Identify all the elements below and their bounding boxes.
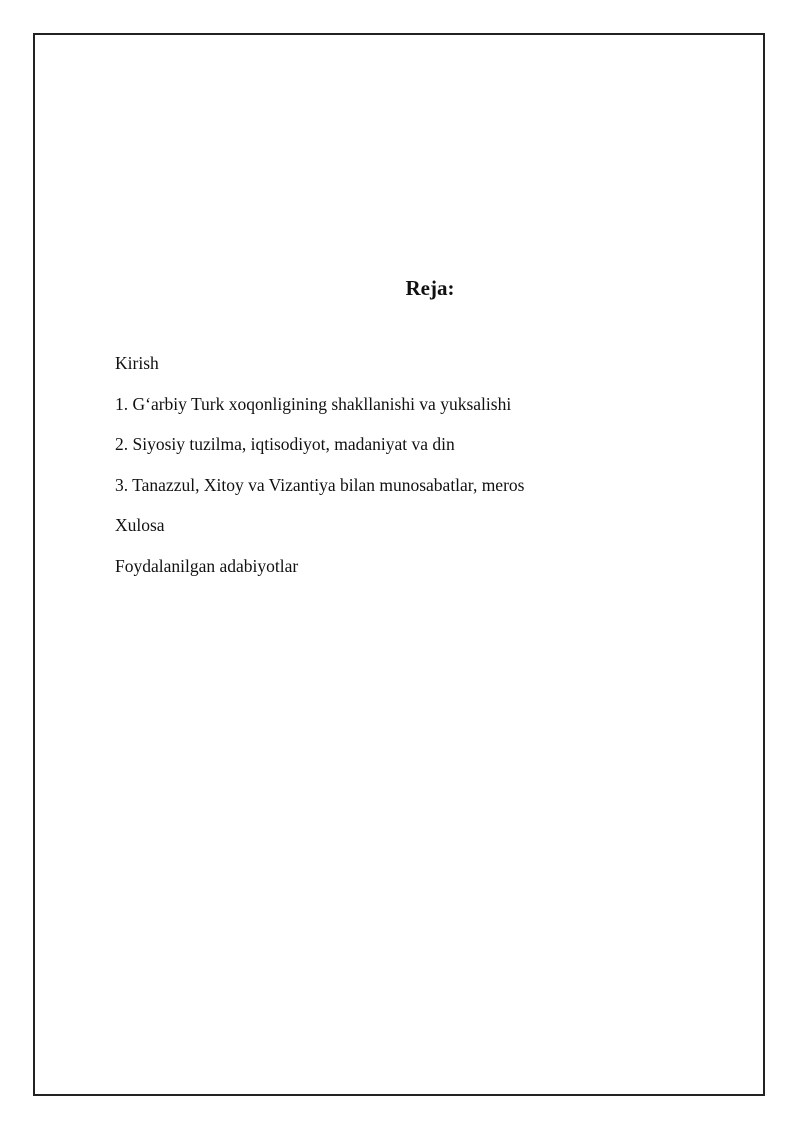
plan-item-section-2: 2. Siyosiy tuzilma, iqtisodiyot, madaniyat va din — [115, 434, 455, 454]
plan-item-introduction: Kirish — [115, 353, 159, 373]
plan-item-references: Foydalanilgan adabiyotlar — [115, 555, 299, 576]
plan-item-section-1: 1. G‘arbiy Turk xoqonligining shakllanishi va yuksalishi — [115, 393, 512, 414]
plan-list — [115, 352, 524, 595]
page-title: Reja: — [405, 276, 455, 300]
plan-item-section-3: 3. Tanazzul, Xitoy va Vizantiya bilan munosabatlar, meros — [115, 474, 525, 495]
plan-item-conclusion: Xulosa — [115, 515, 165, 535]
